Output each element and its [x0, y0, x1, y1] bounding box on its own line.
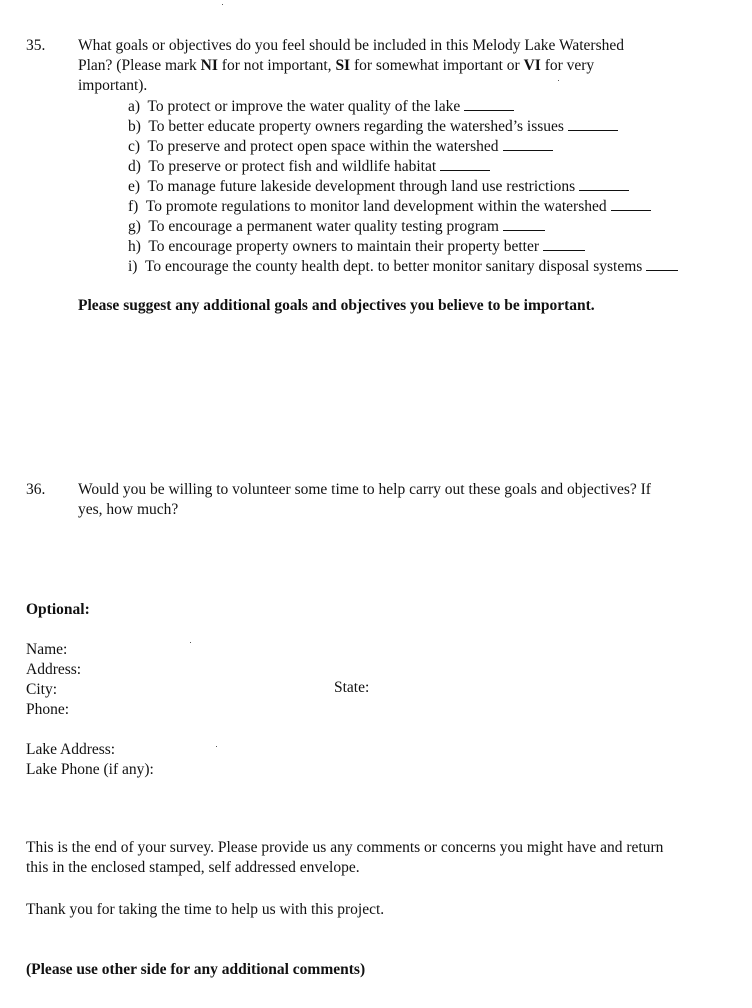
si-code: SI — [335, 57, 351, 74]
goal-item-d — [128, 156, 490, 177]
goal-rating-blank-b[interactable] — [568, 116, 618, 131]
question-36-line-1: Would you be willing to volunteer some time to help carry out these goals and objectives? If — [78, 481, 651, 498]
scan-speck — [190, 642, 191, 643]
ni-code: NI — [200, 57, 218, 74]
question-35-line-2-pre: Plan? (Please mark — [78, 57, 201, 74]
goal-item-text: To promote regulations to monitor land development within the watershed — [145, 198, 607, 215]
state-label: State: — [334, 679, 370, 696]
goal-rating-blank-g[interactable] — [503, 216, 545, 231]
goal-item-letter: i) — [128, 258, 138, 275]
goal-rating-blank-e[interactable] — [579, 176, 629, 191]
goal-item-letter: f) — [128, 198, 139, 215]
scan-speck — [558, 80, 559, 81]
goal-item-letter: a) — [128, 98, 141, 115]
goal-rating-blank-d[interactable] — [440, 156, 490, 171]
goal-rating-blank-f[interactable] — [611, 196, 651, 211]
goal-item-e — [128, 176, 629, 197]
goal-item-a — [128, 96, 514, 117]
question-35-line-2-post: for very — [540, 57, 595, 74]
goal-item-text: To encourage the county health dept. to better monitor sanitary disposal systems — [144, 258, 643, 275]
goal-item-letter: b) — [128, 118, 141, 135]
name-label: Name: — [26, 641, 68, 658]
goal-item-text: To encourage property owners to maintain their property better — [148, 238, 539, 255]
question-35-line-1: What goals or objectives do you feel should be included in this Melody Lake Watershed — [78, 37, 624, 54]
goal-item-h — [128, 236, 585, 257]
question-35-number: 35. — [26, 37, 46, 54]
goal-item-i — [128, 256, 678, 277]
goal-item-text: To protect or improve the water quality of the lake — [147, 98, 461, 115]
closing-line-1: This is the end of your survey. Please provide us any comments or concerns you might have and return — [26, 839, 664, 856]
city-label: City: — [26, 681, 58, 698]
scan-speck — [216, 746, 217, 747]
goal-rating-blank-i[interactable] — [646, 256, 678, 271]
question-35-line-2 — [78, 56, 594, 76]
goal-item-letter: c) — [128, 138, 141, 155]
question-35-line-3: important). — [78, 77, 148, 94]
additional-goals-prompt: Please suggest any additional goals and objectives you believe to be important. — [78, 297, 595, 314]
optional-heading: Optional: — [26, 601, 90, 618]
goal-item-letter: h) — [128, 238, 141, 255]
lake-phone-label: Lake Phone (if any): — [26, 761, 154, 778]
goal-item-text: To preserve or protect fish and wildlife habitat — [148, 158, 437, 175]
goal-item-text: To preserve and protect open space within the watershed — [147, 138, 499, 155]
phone-label: Phone: — [26, 701, 70, 718]
lake-address-label: Lake Address: — [26, 741, 116, 758]
closing-line-2: this in the enclosed stamped, self addressed envelope. — [26, 859, 360, 876]
goal-item-letter: d) — [128, 158, 141, 175]
goal-item-text: To encourage a permanent water quality testing program — [148, 218, 499, 235]
goal-item-letter: e) — [128, 178, 141, 195]
goal-item-c — [128, 136, 553, 157]
goal-item-f — [128, 196, 651, 217]
goal-rating-blank-h[interactable] — [543, 236, 585, 251]
thank-you-text: Thank you for taking the time to help us with this project. — [26, 901, 385, 918]
question-36-number: 36. — [26, 481, 46, 498]
scan-speck — [222, 4, 223, 5]
goal-item-text: To better educate property owners regarding the watershed’s issues — [148, 118, 564, 135]
goal-item-text: To manage future lakeside development through land use restrictions — [147, 178, 576, 195]
question-36-line-2: yes, how much? — [78, 501, 179, 518]
address-label: Address: — [26, 661, 82, 678]
goal-item-b — [128, 116, 618, 137]
question-35-line-2-mid-2: for somewhat important or — [350, 57, 524, 74]
question-35-line-2-mid-1: for not important, — [217, 57, 336, 74]
goal-rating-blank-c[interactable] — [503, 136, 553, 151]
other-side-note: (Please use other side for any additional comments) — [26, 961, 366, 978]
goal-item-letter: g) — [128, 218, 141, 235]
goal-rating-blank-a[interactable] — [464, 96, 514, 111]
vi-code: VI — [523, 57, 541, 74]
goal-item-g — [128, 216, 545, 237]
